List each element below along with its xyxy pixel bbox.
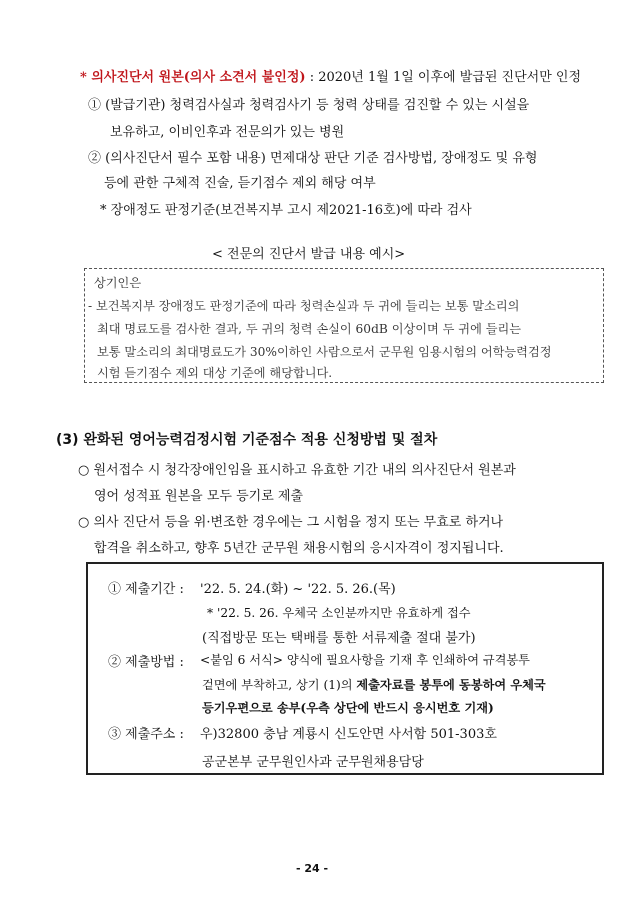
submit-method-line2 — [202, 676, 546, 693]
example-line0: 상기인은 — [94, 276, 142, 290]
submit-address-label: ③ 제출주소 : — [108, 727, 184, 742]
submit-method-label: ② 제출방법 : — [108, 655, 184, 670]
medical-note-red: * 의사진단서 원본(의사 소견서 불인정) — [80, 70, 306, 85]
medical-item1-line2: 보유하고, 이비인후과 전문의가 있는 병원 — [110, 125, 345, 140]
submit-method-line1: <붙임 6 서식> 양식에 필요사항을 기재 후 인쇄하여 규격봉투 — [200, 653, 530, 667]
section3-bullet1-line1: ○ 원서접수 시 청각장애인임을 표시하고 유효한 기간 내의 의사진단서 원본과 — [78, 463, 516, 478]
submit-period-value: '22. 5. 24.(화) ~ '22. 5. 26.(목) — [200, 582, 396, 597]
example-title: < 전문의 진단서 발급 내용 예시> — [212, 247, 406, 262]
example-line4: 시험 듣기점수 제외 대상 기준에 해당합니다. — [97, 366, 333, 380]
example-line2: 최대 명료도를 검사한 결과, 두 귀의 청력 손실이 60dB 이상이며 두 귀에 들리는 — [97, 322, 522, 336]
submit-period-note1: * '22. 5. 26. 우체국 소인분까지만 유효하게 접수 — [207, 606, 471, 620]
section3-bullet2-line1: ○ 의사 진단서 등을 위·변조한 경우에는 그 시험을 정지 또는 무효로 하거나 — [78, 515, 504, 530]
section3-bullet2-line2: 합격을 취소하고, 향후 5년간 군무원 채용시험의 응시자격이 정지됩니다. — [94, 541, 504, 556]
submit-method-line2-plain: 겉면에 부착하고, 상기 (1)의 — [202, 678, 357, 692]
section3-heading: (3) 완화된 영어능력검정시험 기준점수 적용 신청방법 및 절차 — [56, 432, 438, 448]
submit-period-note2: (직접방문 또는 택배를 통한 서류제출 절대 불가) — [202, 631, 476, 646]
medical-item1-line1: ① (발급기관) 청력검사실과 청력검사기 등 청력 상태를 검진할 수 있는 시설을 — [88, 98, 530, 113]
page-number: - 24 - — [296, 862, 329, 875]
example-line1: - 보건복지부 장애정도 판정기준에 따라 청력손실과 두 귀에 들리는 보통 말소리의 — [88, 299, 520, 313]
submit-method-line2-bold: 제출자료를 봉투에 동봉하여 우체국 — [356, 678, 546, 692]
medical-note — [80, 66, 581, 85]
medical-item3: * 장애정도 판정기준(보건복지부 고시 제2021-16호)에 따라 검사 — [100, 203, 472, 218]
submit-period-label: ① 제출기간 : — [108, 582, 184, 597]
example-line3: 보통 말소리의 최대명료도가 30%이하인 사람으로서 군무원 임용시험의 어학능력검정 — [97, 345, 552, 359]
medical-item2-line2: 등에 관한 구체적 진술, 듣기점수 제외 해당 여부 — [104, 176, 376, 191]
submit-address-line2: 공군본부 군무원인사과 군무원채용담당 — [202, 755, 424, 770]
submit-method-line3: 등기우편으로 송부(우측 상단에 반드시 응시번호 기재) — [202, 701, 494, 715]
section3-bullet1-line2: 영어 성적표 원본을 모두 등기로 제출 — [94, 489, 304, 504]
submit-address-line1: 우)32800 충남 계룡시 신도안면 사서함 501-303호 — [200, 727, 497, 742]
medical-item2-line1: ② (의사진단서 필수 포함 내용) 면제대상 판단 기준 검사방법, 장애정도 및 유형 — [88, 151, 538, 166]
medical-note-rest: : 2020년 1월 1일 이후에 발급된 진단서만 인정 — [305, 70, 582, 85]
